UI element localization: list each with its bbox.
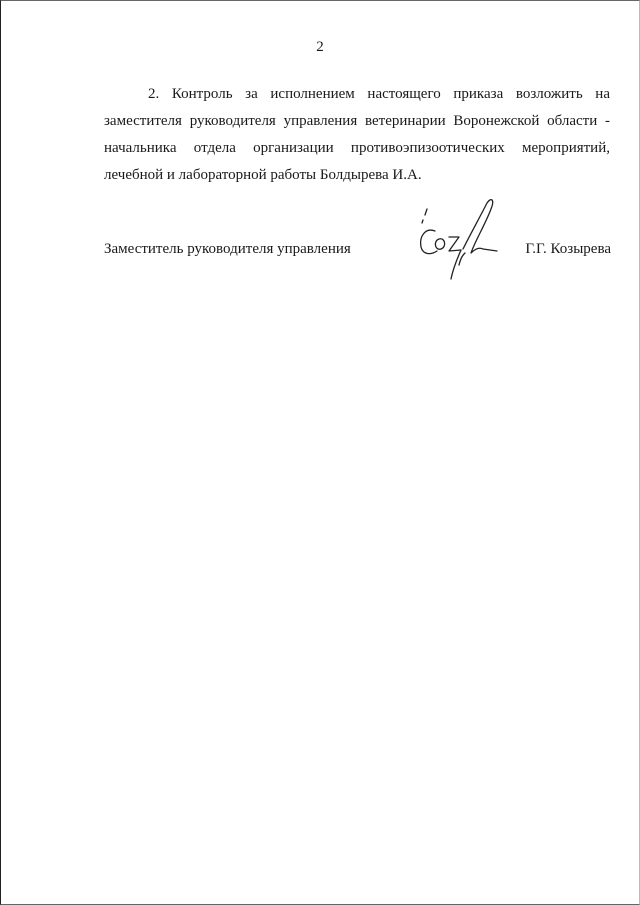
signer-position-title: Заместитель руководителя управления [104, 241, 351, 257]
paragraph-control [104, 81, 610, 189]
page-number: 2 [316, 39, 324, 55]
paragraph-line: 2. Контроль за исполнением настоящего приказа возложить на [148, 86, 610, 102]
handwritten-signature [405, 193, 505, 288]
signer-name: Г.Г. Козырева [525, 241, 611, 257]
paragraph-line: начальника отдела организации противоэпизоотических мероприятий, [104, 140, 610, 156]
paragraph-line: лечебной и лабораторной работы Болдырева И.А. [104, 167, 422, 183]
paragraph-line: заместителя руководителя управления ветеринарии Воронежской области - [104, 113, 610, 129]
